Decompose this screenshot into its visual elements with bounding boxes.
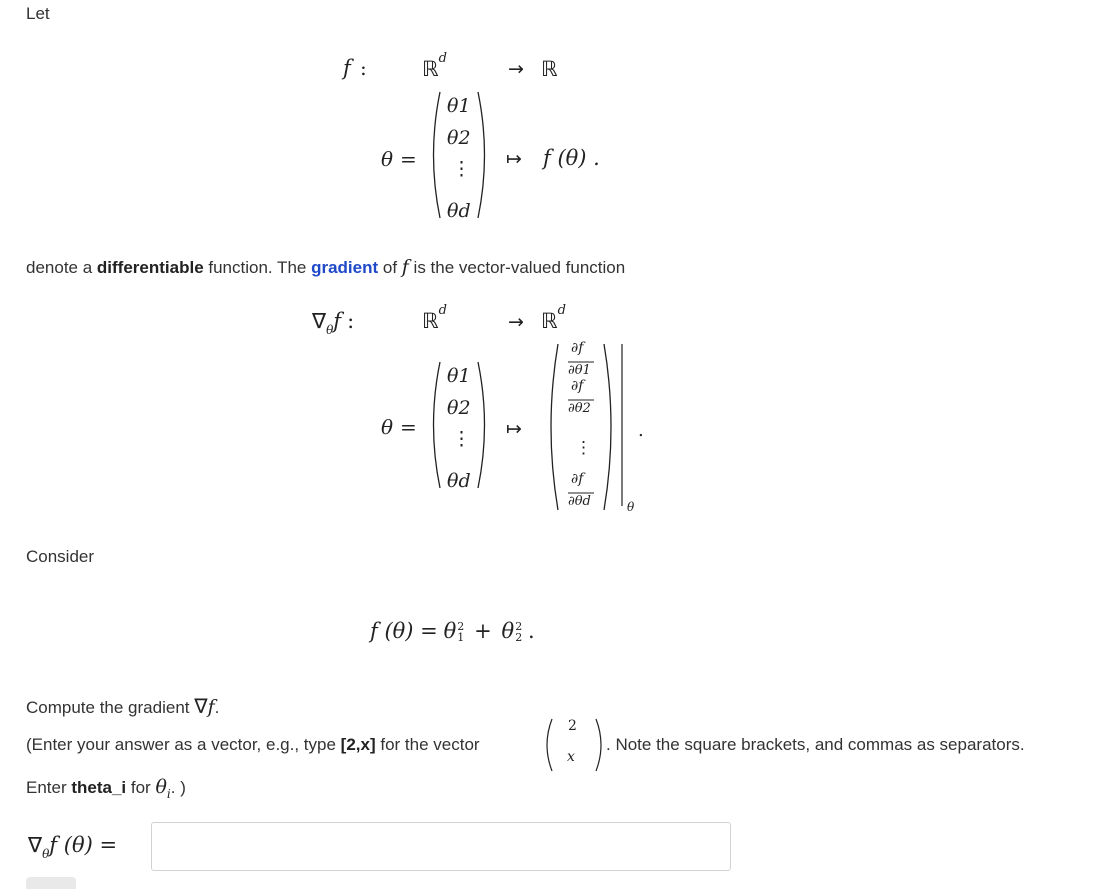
def1-arrow: →	[508, 58, 524, 80]
bold-differentiable: differentiable	[96, 258, 204, 277]
partial-num-d: ∂f	[571, 471, 584, 487]
function-definition: f (θ) = θ 2 1 + θ 2 2 .	[370, 619, 535, 645]
intro-let: Let	[26, 4, 50, 23]
task-instruction: (Enter your answer as a vector, e.g., type [2,x] for the vector	[26, 735, 480, 754]
def2-entry-d: θd	[447, 470, 471, 492]
submit-button[interactable]	[26, 877, 76, 889]
partial-num-2: ∂f	[571, 378, 584, 394]
partial-num-1: ∂f	[571, 340, 584, 356]
task-enter-theta: Enter theta_i for $\theta_i$. )	[26, 776, 186, 802]
partial-den-2: ∂θ2	[568, 401, 591, 416]
partial-vdots: ⋮	[575, 438, 592, 458]
def2-mapsto: ↦	[506, 418, 522, 440]
def2-entry-2: θ2	[447, 397, 471, 419]
def2-eq: =	[400, 415, 417, 439]
example-answer: [2,x]	[340, 735, 376, 754]
def2-entry-vdots: ⋮	[452, 428, 471, 450]
answer-input[interactable]	[151, 822, 731, 871]
example-vector-bottom: x	[567, 749, 575, 765]
def2-codomain: ℝ$^d$	[541, 303, 566, 333]
task-compute: Compute the gradient ∇f.	[26, 694, 220, 718]
example-vector-top: 2	[568, 718, 577, 734]
def2-entry-1: θ1	[447, 365, 471, 387]
def1-eq: =	[400, 147, 417, 171]
def2-arrow: →	[508, 311, 524, 333]
theta-i-keyword: theta_i	[71, 778, 127, 797]
def2-eval-sub: θ	[627, 500, 635, 514]
sentence-gradient-definition: denote a differentiable function. The gradient of f is the vector-valued function	[26, 256, 626, 278]
partial-den-1: ∂θ1	[568, 363, 591, 378]
def1-theta: θ	[381, 147, 394, 171]
def2-grad-label: $\nabla_\theta f$ :	[312, 309, 355, 338]
def1-colon: :	[360, 56, 367, 80]
def1-entry-d: θd	[447, 200, 471, 222]
def1-entry-2: θ2	[447, 127, 471, 149]
def1-result: f (θ) .	[543, 146, 600, 170]
def1-fname: f	[343, 56, 351, 80]
def1-codomain: ℝ	[541, 57, 558, 81]
def1-entry-vdots: ⋮	[452, 158, 471, 180]
partial-den-d: ∂θd	[568, 494, 591, 509]
bold-gradient: gradient	[311, 258, 379, 277]
def2-domain: ℝ$^d$	[422, 303, 447, 333]
task-instruction-note: . Note the square brackets, and commas as separators.	[606, 735, 1025, 754]
def1-entry-1: θ1	[447, 95, 471, 117]
answer-label: $\nabla_\theta f$ (θ) =	[28, 833, 118, 862]
consider-label: Consider	[26, 547, 95, 566]
def2-period: .	[638, 420, 644, 441]
def2-theta: θ	[381, 415, 394, 439]
def1-mapsto: ↦	[506, 148, 522, 170]
def1-domain: ℝ$^d$	[422, 51, 447, 81]
